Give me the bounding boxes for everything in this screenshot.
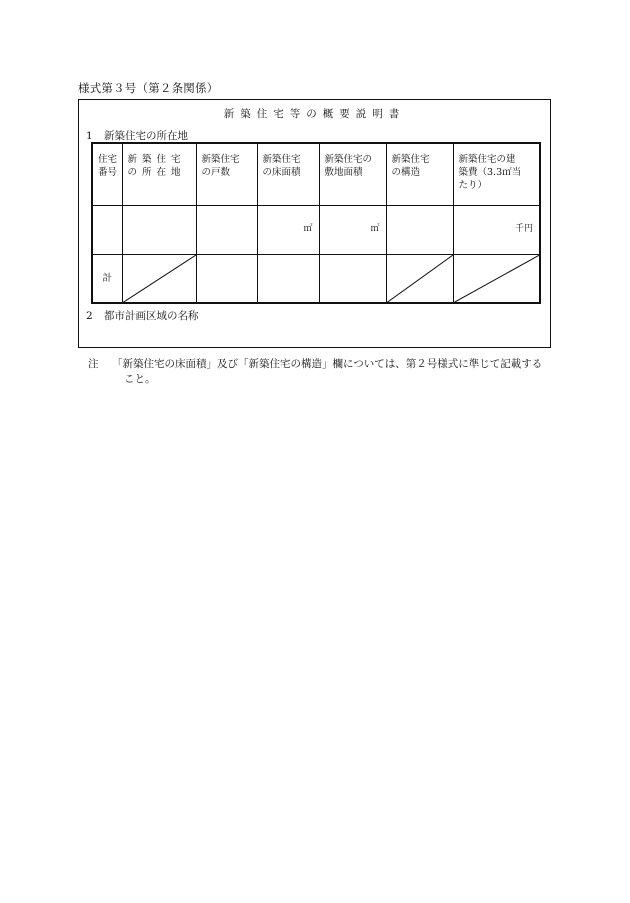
note-line-2: こと。 [124, 373, 156, 385]
header-structure: 新築住宅 の構造 [386, 143, 453, 205]
cell-units[interactable] [196, 205, 257, 254]
table-row [92, 205, 540, 254]
cell-structure[interactable] [386, 205, 453, 254]
cell-construction-cost[interactable]: 千円 [453, 205, 540, 254]
total-cost-crossed [453, 254, 540, 303]
header-floor-area: 新築住宅 の床面積 [257, 143, 319, 205]
diagonal-line [123, 255, 196, 303]
total-structure-crossed [386, 254, 453, 303]
table-total-row [92, 254, 540, 303]
total-floor-area[interactable] [257, 254, 319, 303]
table-header-row [92, 143, 540, 205]
cell-house-number[interactable] [92, 205, 122, 254]
total-site-area[interactable] [319, 254, 386, 303]
cell-site-area[interactable]: ㎡ [319, 205, 386, 254]
header-site-area: 新築住宅の 敷地面積 [319, 143, 386, 205]
header-construction-cost: 新築住宅の建 築費（3.3㎡当 たり） [453, 143, 540, 205]
total-location-crossed [122, 254, 196, 303]
header-house-number: 住宅 番号 [92, 143, 122, 205]
document-title: 新築住宅等の概要説明書 [223, 108, 406, 120]
total-units[interactable] [196, 254, 257, 303]
section-2-heading [86, 308, 199, 323]
form-number: 様式第３号（第２条関係） [78, 81, 219, 95]
footnote [88, 357, 558, 387]
section-2-number: 2 [86, 310, 93, 322]
housing-table [91, 142, 541, 304]
diagonal-line [454, 255, 540, 303]
header-units: 新築住宅 の戸数 [196, 143, 257, 205]
header-location: 新築住宅 の所在地 [122, 143, 196, 205]
form-frame [78, 99, 551, 348]
section-1-label: 新築住宅の所在地 [104, 130, 188, 142]
cell-floor-area[interactable]: ㎡ [257, 205, 319, 254]
total-label: 計 [92, 254, 122, 303]
note-line-1: 「新築住宅の床面積」及び「新築住宅の構造」欄については、第２号様式に準じて記載する [112, 358, 543, 370]
section-2-label: 都市計画区域の名称 [104, 310, 199, 322]
cell-location[interactable] [122, 205, 196, 254]
section-1-heading [86, 128, 188, 143]
note-mark: 注 [88, 358, 99, 370]
diagonal-line [387, 255, 453, 303]
section-1-number: 1 [86, 130, 93, 142]
